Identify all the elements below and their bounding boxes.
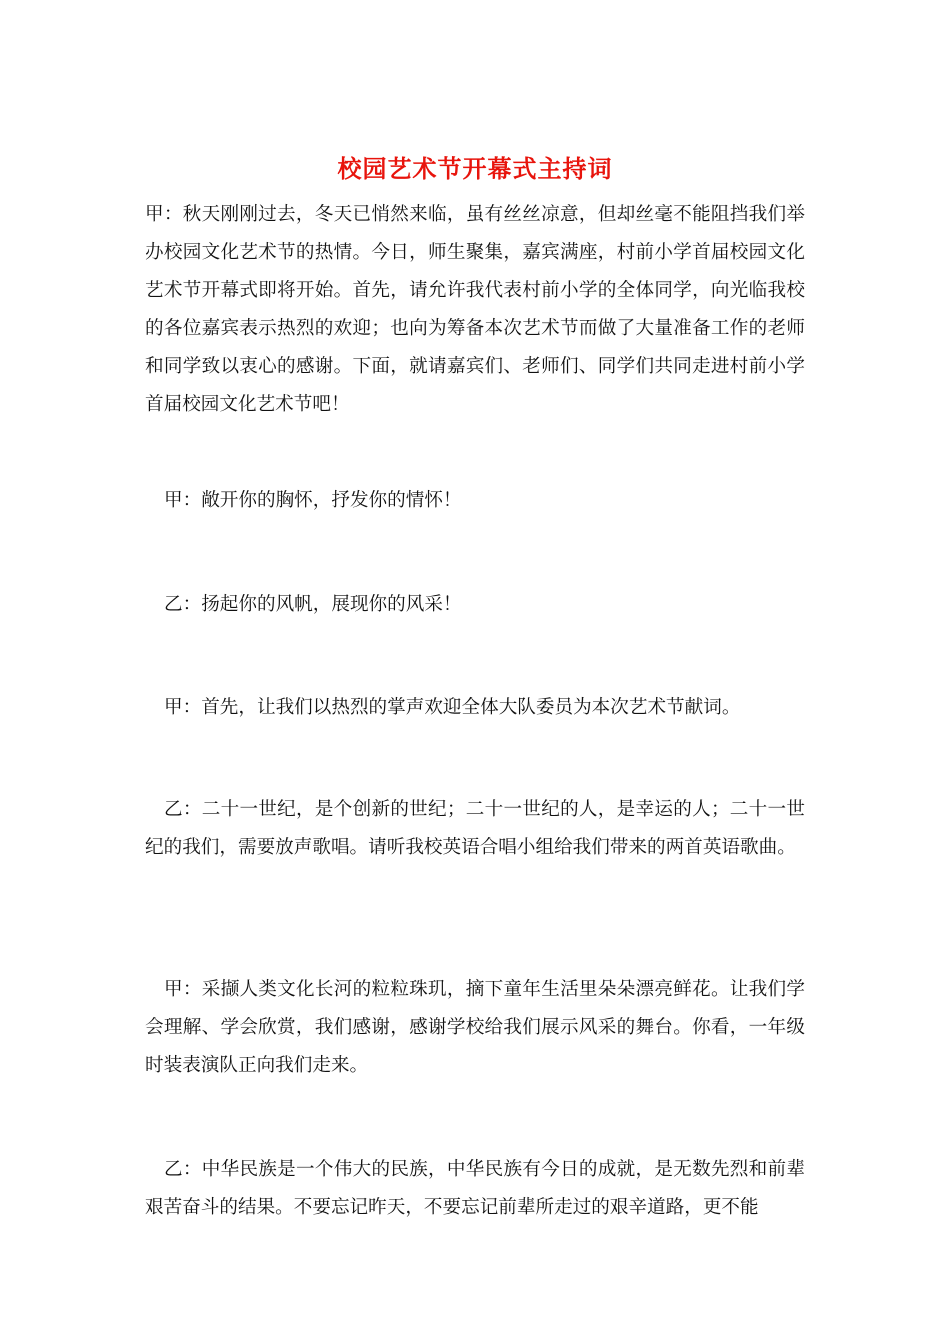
paragraph-yi-2: 乙：二十一世纪，是个创新的世纪；二十一世纪的人，是幸运的人；二十一世纪的我们，需要放声歌唱。请听我校英语合唱小组给我们带来的两首英语歌曲。 [145,799,805,858]
paragraph-yi-3: 乙：中华民族是一个伟大的民族，中华民族有今日的成就，是无数先烈和前辈艰苦奋斗的结果。不要忘记昨天，不要忘记前辈所走过的艰辛道路，更不能 [145,1159,805,1218]
paragraph-yi-1: 乙：扬起你的风帆，展现你的风采！ [164,594,462,615]
paragraph-opening: 甲：秋天刚刚过去，冬天已悄然来临，虽有丝丝凉意，但却丝毫不能阻挡我们举办校园文化艺术节的热情。今日，师生聚集，嘉宾满座，村前小学首届校园文化艺术节开幕式即将开始。首先，请允许我代表村前小学的全体同学，向光临我校的各位嘉宾表示热烈的欢迎；也向为筹备本次艺术节而做了大量准备工作的老师和同学致以衷心的感谢。下面，就请嘉宾们、老师们、同学们共同走进村前小学首届校园文化艺术节吧！ [145,204,805,415]
paragraph-jia-2: 甲：首先，让我们以热烈的掌声欢迎全体大队委员为本次艺术节献词。 [164,697,741,718]
paragraph-jia-3: 甲：采撷人类文化长河的粒粒珠玑，摘下童年生活里朵朵漂亮鲜花。让我们学会理解、学会欣赏，我们感谢，感谢学校给我们展示风采的舞台。你看，一年级时装表演队正向我们走来。 [145,979,805,1076]
paragraph-jia-1: 甲：敞开你的胸怀，抒发你的情怀！ [164,490,462,511]
document-title: 校园艺术节开幕式主持词 [337,154,613,183]
